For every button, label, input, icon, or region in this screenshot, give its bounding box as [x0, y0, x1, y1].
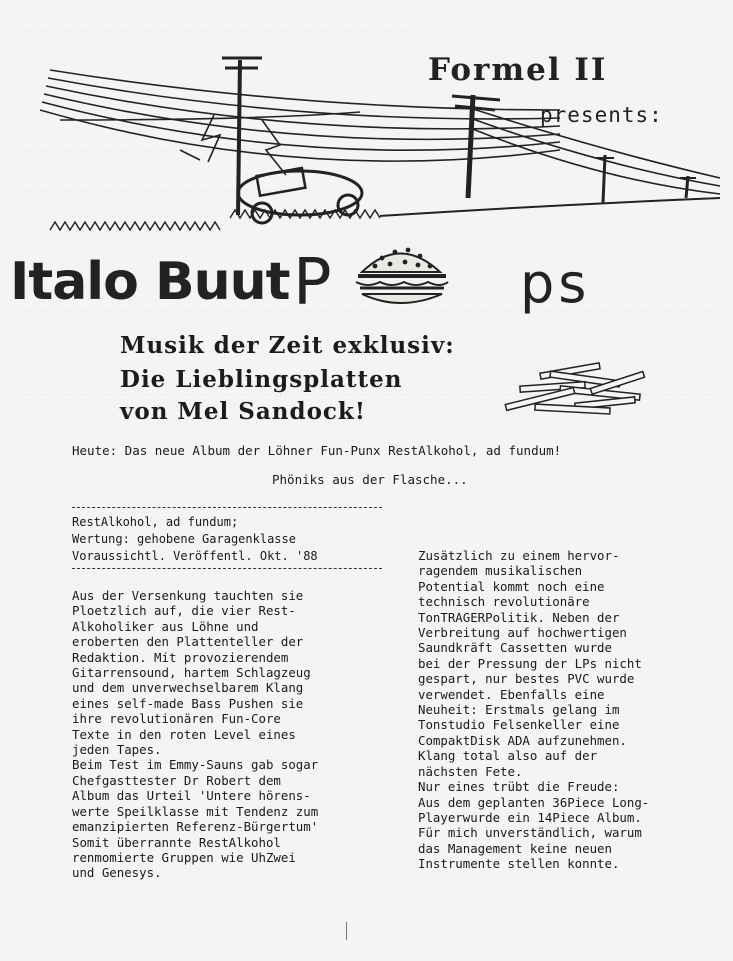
scan-mark [346, 922, 347, 940]
hamburger-icon [356, 249, 448, 303]
album-info-title: RestAlkohol, ad fundum; [72, 515, 239, 529]
page-title-part1: Italo Buut [10, 252, 290, 312]
presents-label: presents: [540, 103, 663, 127]
album-info-release: Voraussichtl. Veröffentl. Okt. '88 [72, 549, 318, 563]
divider-bottom [72, 568, 382, 569]
subtitle-line-3: von Mel Sandock! [120, 398, 366, 425]
fries-icon [505, 363, 644, 414]
album-info [72, 514, 318, 565]
subtitle-line-2: Die Lieblingsplatten [120, 366, 403, 393]
page-title-part3: ps [520, 252, 591, 315]
brand-logo: Formel II [428, 52, 608, 88]
album-info-rating: Wertung: gehobene Garagenklasse [72, 532, 296, 546]
page-title-part2: P [293, 246, 331, 320]
article-column-left: Aus der Versenkung tauchten sie Ploetzlich auf, die vier Rest- Alkoholiker aus Löhne und eroberten den Plattenteller der Redaktion. Mit provozierendem Gitarrensound, hartem Schlagzeug und dem unverwechselbarem Klang eines self-made Bass Pushen sie ihre revolutionären Fun-Core Texte in den roten Level eines jeden Tapes. Beim Test im Emmy-Sauns gab sogar Chefgasttester Dr Robert dem Album das Urteil 'Untere hörens- werte Speilklasse mit Tendenz zum emanzipierten Referenz-Bürgertum' Somit überrannte RestAlkohol renmomierte Gruppen wie UhZwei und Genesys. [72, 588, 319, 881]
article-column-right: Zusätzlich zu einem hervor- ragendem musikalischen Potential kommt noch eine technisch revolutionäre TonTRAGERPolitik. Neben der Verbreitung auf hochwertigen Saundkräft Cassetten wurde bei der Pressung der LPs nicht gespart, nur bestes PVC wurde verwendet. Ebenfalls eine Neuheit: Erstmals gelang im Tonstudio Felsenkeller eine CompaktDisk ADA aufzunehmen. Klang total also auf der nächsten Fete. Nur eines trübt die Freude: Aus dem geplanten 36Piece Long- Playerwurde ein 14Piece Album. Für mich unverständlich, warum das Management keine neuen Instrumente stellen konnte. [418, 548, 650, 872]
article-headline: Phöniks aus der Flasche... [272, 472, 468, 487]
divider-top [72, 507, 382, 508]
subtitle-line-1: Musik der Zeit exklusiv: [120, 332, 455, 359]
intro-line: Heute: Das neue Album der Löhner Fun-Punx RestAlkohol, ad fundum! [72, 443, 562, 458]
